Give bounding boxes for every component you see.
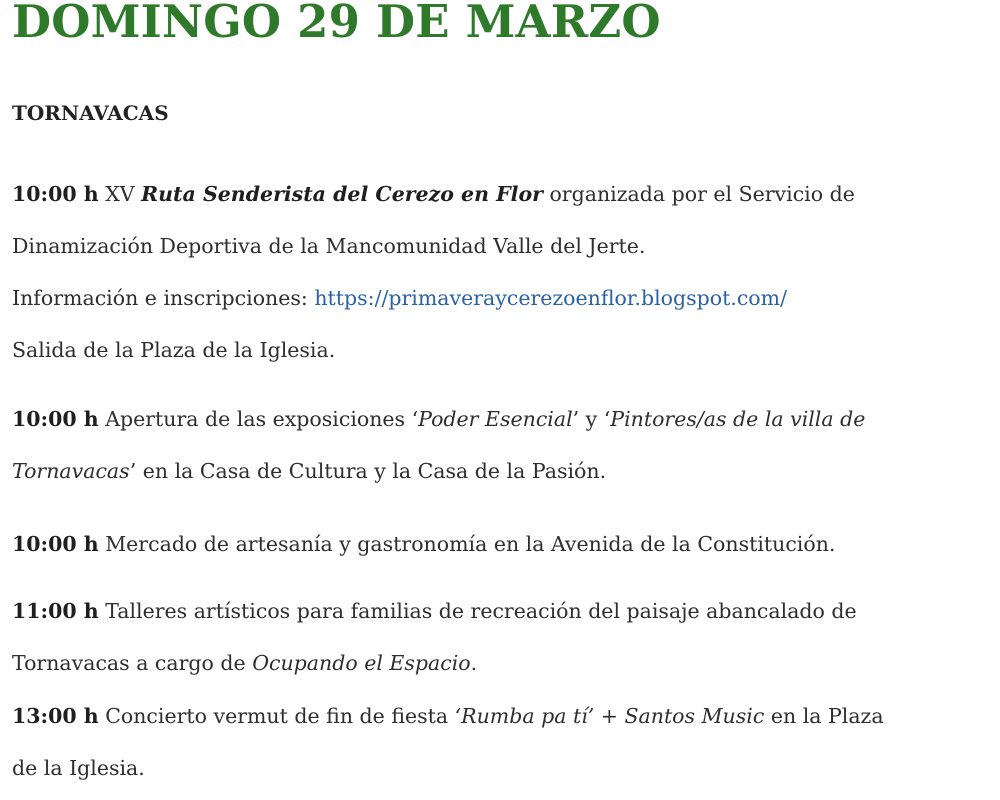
event-time: 11:00 h [12,599,99,623]
exhibition-title: Tornavacas [12,459,130,483]
event-line [12,393,865,445]
event-title: Ruta Senderista del Cerezo en Flor [141,182,543,206]
info-label: Información e inscripciones: [12,286,315,310]
event-line [12,445,865,497]
event-time: 10:00 h [12,532,99,556]
town-heading: TORNAVACAS [12,101,169,125]
exhibition-title: Pintores/as de la villa de [610,407,866,431]
event-line [12,518,835,570]
exhibition-title: Poder Esencial [418,407,573,431]
event-line [12,272,855,324]
event-exposiciones [12,393,865,497]
event-text: en la Plaza [764,704,884,728]
date-heading: DOMINGO 29 DE MARZO [12,0,661,48]
event-text: Talleres artísticos para familias de recreación del paisaje abancalado de [98,599,857,623]
event-time: 10:00 h [12,407,99,431]
event-mercado [12,518,835,570]
event-talleres [12,585,857,689]
event-text: ’ en la Casa de Cultura y la Casa de la Pasión. [129,459,607,483]
event-line: Salida de la Plaza de la Iglesia. [12,338,336,362]
event-text: . [470,651,478,675]
event-text: Tornavacas a cargo de [12,651,253,675]
event-line [12,585,857,637]
event-line [12,690,884,742]
event-text: Apertura de las exposiciones ‘ [98,407,419,431]
event-line: de la Iglesia. [12,756,145,780]
event-line [12,168,855,220]
event-concierto [12,690,884,794]
event-time: 13:00 h [12,704,99,728]
event-text: ’ y ‘ [572,407,611,431]
concert-title: ‘Rumba pa tí’ + Santos Music [454,704,765,728]
event-ruta-senderista [12,168,855,376]
organizer-name: Ocupando el Espacio [252,651,471,675]
event-text: organizada por el Servicio de [542,182,855,206]
event-text: XV [98,182,142,206]
event-text: Mercado de artesanía y gastronomía en la Avenida de la Constitución. [98,532,836,556]
event-line [12,637,857,689]
event-line: Dinamización Deportiva de la Mancomunidad Valle del Jerte. [12,234,646,258]
event-time: 10:00 h [12,182,99,206]
registration-link[interactable]: https://primaveraycerezoenflor.blogspot.com/ [314,286,787,310]
event-text: Concierto vermut de fin de fiesta [98,704,455,728]
